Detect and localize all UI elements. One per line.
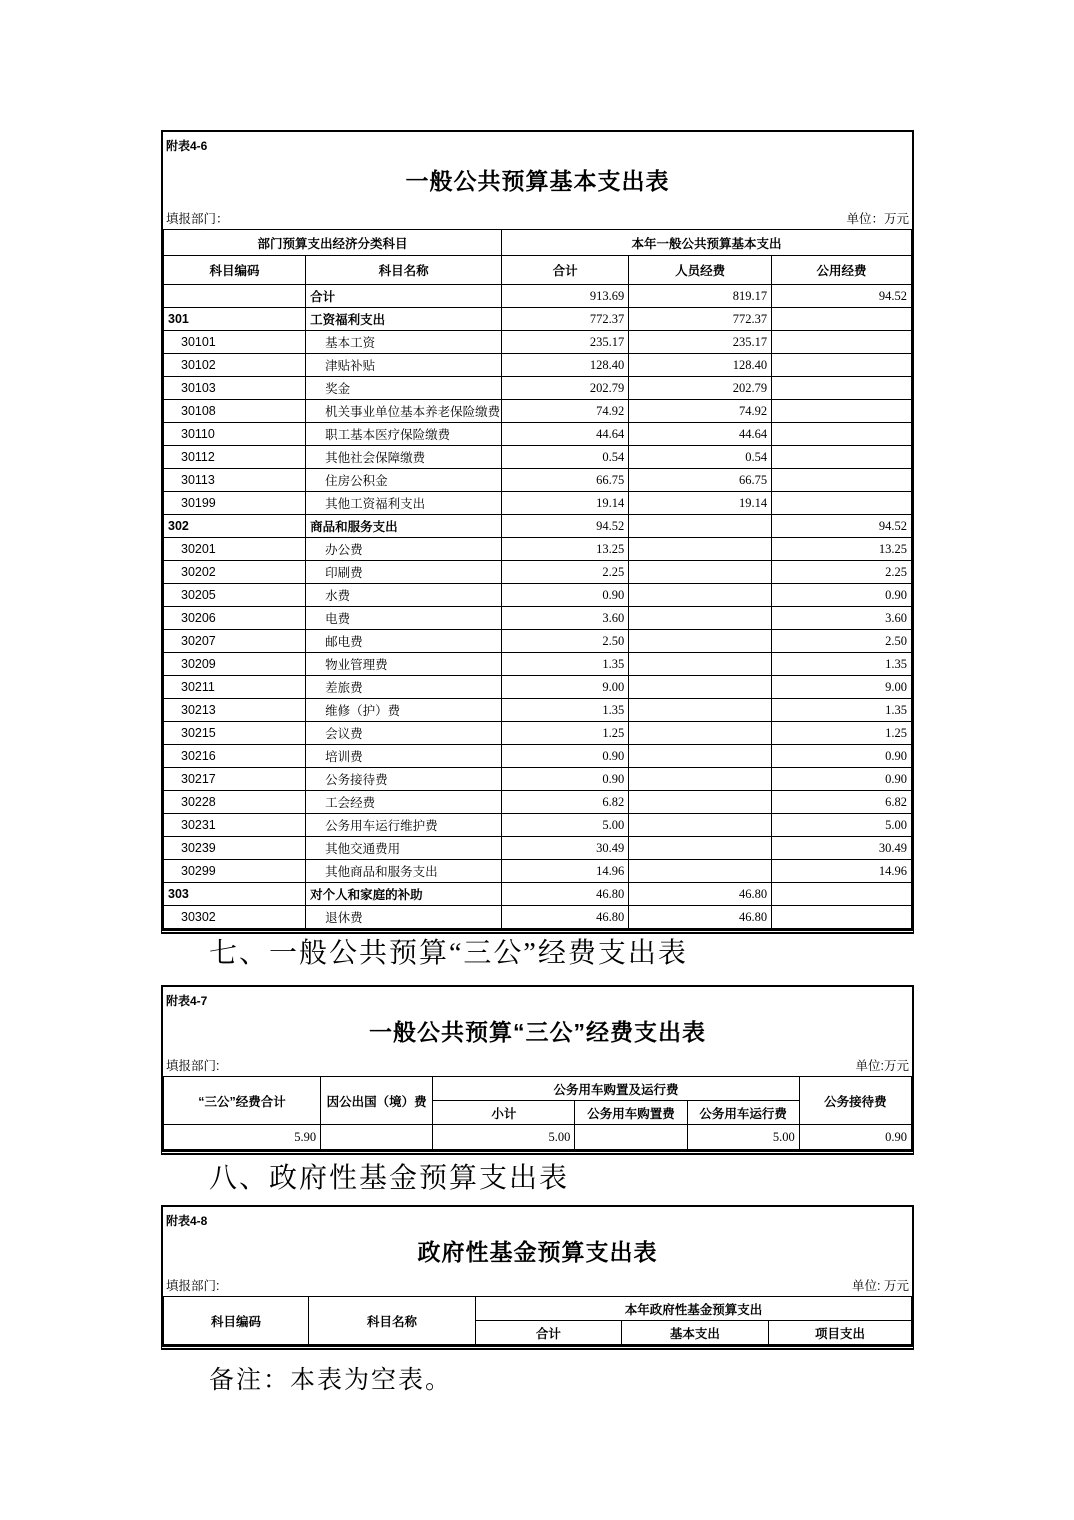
cell-public bbox=[772, 446, 912, 469]
table-row bbox=[164, 722, 912, 745]
cell-name: 培训费 bbox=[306, 745, 502, 768]
cell-personnel bbox=[629, 607, 772, 630]
cell-personnel bbox=[629, 814, 772, 837]
cell-public bbox=[772, 423, 912, 446]
section-heading-7: 七、一般公共预算“三公”经费支出表 bbox=[209, 938, 688, 969]
cell-name: 差旅费 bbox=[306, 676, 502, 699]
cell-total: 202.79 bbox=[502, 377, 629, 400]
three-public-expense-table bbox=[161, 985, 914, 1155]
table-row bbox=[164, 469, 912, 492]
cell-code: 30216 bbox=[164, 745, 306, 768]
cell-total: 2.25 bbox=[502, 561, 629, 584]
cell-name: 商品和服务支出 bbox=[306, 515, 502, 538]
table-row bbox=[164, 492, 912, 515]
header-expenditure-group: 本年一般公共预算基本支出 bbox=[502, 230, 912, 256]
header-group-row bbox=[164, 1297, 912, 1321]
cell-personnel: 128.40 bbox=[629, 354, 772, 377]
header-vehicle-operation: 公务用车运行费 bbox=[687, 1101, 799, 1125]
table-title: 政府性基金预算支出表 bbox=[417, 1239, 658, 1265]
table-row bbox=[164, 860, 912, 883]
cell-personnel bbox=[629, 768, 772, 791]
table-row bbox=[164, 814, 912, 837]
cell-public bbox=[772, 377, 912, 400]
cell-public: 3.60 bbox=[772, 607, 912, 630]
cell-code: 30215 bbox=[164, 722, 306, 745]
cell-vehicle-purchase bbox=[575, 1125, 687, 1150]
header-public: 公用经费 bbox=[772, 256, 912, 285]
cell-name: 办公费 bbox=[306, 538, 502, 561]
table-row bbox=[164, 400, 912, 423]
header-code: 科目编码 bbox=[164, 1297, 309, 1345]
cell-public: 13.25 bbox=[772, 538, 912, 561]
cell-personnel: 66.75 bbox=[629, 469, 772, 492]
cell-name: 其他商品和服务支出 bbox=[306, 860, 502, 883]
budget-grid bbox=[163, 229, 912, 929]
cell-personnel: 74.92 bbox=[629, 400, 772, 423]
cell-total: 46.80 bbox=[502, 906, 629, 929]
cell-total: 46.80 bbox=[502, 883, 629, 906]
table-row bbox=[164, 584, 912, 607]
cell-personnel: 19.14 bbox=[629, 492, 772, 515]
cell-personnel bbox=[629, 561, 772, 584]
cell-total: 772.37 bbox=[502, 308, 629, 331]
cell-name: 电费 bbox=[306, 607, 502, 630]
cell-total: 13.25 bbox=[502, 538, 629, 561]
cell-total: 3.60 bbox=[502, 607, 629, 630]
table-row bbox=[164, 308, 912, 331]
header-personnel: 人员经费 bbox=[629, 256, 772, 285]
cell-total: 1.25 bbox=[502, 722, 629, 745]
table-row bbox=[164, 630, 912, 653]
government-fund-table bbox=[161, 1205, 914, 1350]
cell-public: 6.82 bbox=[772, 791, 912, 814]
cell-public: 0.90 bbox=[772, 584, 912, 607]
cell-total: 5.00 bbox=[502, 814, 629, 837]
cell-three-public-total: 5.90 bbox=[164, 1125, 321, 1150]
unit-label: 单位: 万元 bbox=[852, 1279, 909, 1293]
cell-total: 1.35 bbox=[502, 699, 629, 722]
cell-code: 30108 bbox=[164, 400, 306, 423]
header-name: 科目名称 bbox=[309, 1297, 476, 1345]
cell-name: 物业管理费 bbox=[306, 653, 502, 676]
cell-code: 30202 bbox=[164, 561, 306, 584]
dept-label: 填报部门: bbox=[166, 1279, 220, 1293]
header-vehicle-purchase: 公务用车购置费 bbox=[575, 1101, 687, 1125]
table-row bbox=[164, 791, 912, 814]
cell-total: 74.92 bbox=[502, 400, 629, 423]
cell-name: 其他工资福利支出 bbox=[306, 492, 502, 515]
table-row bbox=[164, 285, 912, 308]
cell-personnel bbox=[629, 745, 772, 768]
cell-code: 30207 bbox=[164, 630, 306, 653]
cell-code: 30102 bbox=[164, 354, 306, 377]
table-row bbox=[164, 883, 912, 906]
unit-label: 单位:万元 bbox=[855, 1059, 909, 1073]
table-row bbox=[164, 331, 912, 354]
header-subtotal: 小计 bbox=[433, 1101, 575, 1125]
cell-name: 印刷费 bbox=[306, 561, 502, 584]
cell-personnel bbox=[629, 630, 772, 653]
cell-code: 30206 bbox=[164, 607, 306, 630]
cell-code: 30101 bbox=[164, 331, 306, 354]
cell-total: 6.82 bbox=[502, 791, 629, 814]
cell-public bbox=[772, 331, 912, 354]
cell-public bbox=[772, 308, 912, 331]
cell-public: 1.25 bbox=[772, 722, 912, 745]
cell-reception-fee: 0.90 bbox=[799, 1125, 911, 1150]
table-tag: 附表4-6 bbox=[166, 139, 208, 153]
cell-name: 维修（护）费 bbox=[306, 699, 502, 722]
cell-code: 30211 bbox=[164, 676, 306, 699]
table-row bbox=[164, 699, 912, 722]
table-row bbox=[164, 423, 912, 446]
cell-public: 30.49 bbox=[772, 837, 912, 860]
cell-name: 职工基本医疗保险缴费 bbox=[306, 423, 502, 446]
cell-total: 9.00 bbox=[502, 676, 629, 699]
cell-name: 机关事业单位基本养老保险缴费 bbox=[306, 400, 502, 423]
cell-public bbox=[772, 354, 912, 377]
cell-name: 公务接待费 bbox=[306, 768, 502, 791]
cell-code: 30113 bbox=[164, 469, 306, 492]
cell-personnel bbox=[629, 676, 772, 699]
remark-note: 备注：本表为空表。 bbox=[209, 1367, 453, 1394]
cell-code: 30209 bbox=[164, 653, 306, 676]
cell-personnel bbox=[629, 515, 772, 538]
cell-name: 对个人和家庭的补助 bbox=[306, 883, 502, 906]
cell-personnel bbox=[629, 837, 772, 860]
cell-vehicle-operation: 5.00 bbox=[687, 1125, 799, 1150]
cell-personnel bbox=[629, 860, 772, 883]
cell-personnel: 44.64 bbox=[629, 423, 772, 446]
cell-name: 工会经费 bbox=[306, 791, 502, 814]
cell-total: 0.90 bbox=[502, 745, 629, 768]
cell-code: 30205 bbox=[164, 584, 306, 607]
basic-expenditure-table bbox=[161, 130, 914, 934]
cell-name: 水费 bbox=[306, 584, 502, 607]
table-meta bbox=[163, 1276, 912, 1296]
cell-code: 301 bbox=[164, 308, 306, 331]
table-meta bbox=[163, 209, 912, 229]
cell-personnel bbox=[629, 791, 772, 814]
header-reception-fee: 公务接待费 bbox=[799, 1077, 911, 1125]
cell-code: 30103 bbox=[164, 377, 306, 400]
cell-personnel: 202.79 bbox=[629, 377, 772, 400]
cell-personnel: 819.17 bbox=[629, 285, 772, 308]
table-title: 一般公共预算基本支出表 bbox=[405, 168, 670, 194]
cell-public: 0.90 bbox=[772, 745, 912, 768]
table-row bbox=[164, 653, 912, 676]
cell-name: 合计 bbox=[306, 285, 502, 308]
header-group-row bbox=[164, 230, 912, 256]
cell-total: 94.52 bbox=[502, 515, 629, 538]
table-row bbox=[164, 354, 912, 377]
header-total: 合计 bbox=[475, 1321, 621, 1345]
cell-personnel: 46.80 bbox=[629, 883, 772, 906]
cell-total: 913.69 bbox=[502, 285, 629, 308]
header-name: 科目名称 bbox=[306, 256, 502, 285]
cell-personnel: 772.37 bbox=[629, 308, 772, 331]
dept-label: 填报部门: bbox=[166, 1059, 220, 1073]
header-fund-group: 本年政府性基金预算支出 bbox=[475, 1297, 911, 1321]
table-row bbox=[164, 377, 912, 400]
table-row bbox=[164, 538, 912, 561]
cell-personnel bbox=[629, 584, 772, 607]
table-row bbox=[164, 745, 912, 768]
cell-name: 会议费 bbox=[306, 722, 502, 745]
cell-code: 30239 bbox=[164, 837, 306, 860]
cell-name: 邮电费 bbox=[306, 630, 502, 653]
cell-total: 128.40 bbox=[502, 354, 629, 377]
table-row bbox=[164, 676, 912, 699]
table-tag: 附表4-7 bbox=[166, 994, 208, 1008]
cell-public bbox=[772, 883, 912, 906]
cell-name: 津贴补贴 bbox=[306, 354, 502, 377]
cell-personnel bbox=[629, 699, 772, 722]
cell-code: 302 bbox=[164, 515, 306, 538]
table-row bbox=[164, 607, 912, 630]
cell-total: 0.54 bbox=[502, 446, 629, 469]
cell-personnel bbox=[629, 722, 772, 745]
cell-code: 30110 bbox=[164, 423, 306, 446]
table-row bbox=[164, 768, 912, 791]
cell-code: 30231 bbox=[164, 814, 306, 837]
cell-total: 19.14 bbox=[502, 492, 629, 515]
cell-public bbox=[772, 400, 912, 423]
cell-subtotal: 5.00 bbox=[433, 1125, 575, 1150]
cell-total: 1.35 bbox=[502, 653, 629, 676]
table-meta bbox=[163, 1056, 912, 1076]
cell-total: 30.49 bbox=[502, 837, 629, 860]
government-fund-grid bbox=[163, 1296, 912, 1345]
cell-code: 30213 bbox=[164, 699, 306, 722]
header-code: 科目编码 bbox=[164, 256, 306, 285]
table-row bbox=[164, 906, 912, 929]
unit-label: 单位：万元 bbox=[846, 212, 909, 226]
cell-public bbox=[772, 906, 912, 929]
table-row bbox=[164, 515, 912, 538]
cell-code: 30228 bbox=[164, 791, 306, 814]
table-row bbox=[164, 837, 912, 860]
cell-name: 工资福利支出 bbox=[306, 308, 502, 331]
cell-code bbox=[164, 285, 306, 308]
cell-total: 2.50 bbox=[502, 630, 629, 653]
cell-personnel bbox=[629, 538, 772, 561]
cell-name: 住房公积金 bbox=[306, 469, 502, 492]
cell-total: 44.64 bbox=[502, 423, 629, 446]
header-column-row bbox=[164, 256, 912, 285]
cell-public bbox=[772, 469, 912, 492]
cell-code: 303 bbox=[164, 883, 306, 906]
cell-name: 奖金 bbox=[306, 377, 502, 400]
header-group-row bbox=[164, 1077, 912, 1101]
cell-code: 30217 bbox=[164, 768, 306, 791]
table-tag: 附表4-8 bbox=[166, 1214, 208, 1228]
cell-public: 5.00 bbox=[772, 814, 912, 837]
table-row bbox=[164, 1125, 912, 1150]
cell-public: 1.35 bbox=[772, 653, 912, 676]
cell-total: 66.75 bbox=[502, 469, 629, 492]
cell-name: 基本工资 bbox=[306, 331, 502, 354]
cell-code: 30201 bbox=[164, 538, 306, 561]
header-total: 合计 bbox=[502, 256, 629, 285]
cell-personnel: 235.17 bbox=[629, 331, 772, 354]
header-three-public-total: “三公”经费合计 bbox=[164, 1077, 321, 1125]
cell-public: 1.35 bbox=[772, 699, 912, 722]
cell-public: 2.25 bbox=[772, 561, 912, 584]
dept-label: 填报部门： bbox=[166, 212, 229, 226]
cell-personnel: 0.54 bbox=[629, 446, 772, 469]
cell-total: 235.17 bbox=[502, 331, 629, 354]
cell-total: 14.96 bbox=[502, 860, 629, 883]
header-vehicle-group: 公务用车购置及运行费 bbox=[433, 1077, 799, 1101]
cell-public: 94.52 bbox=[772, 515, 912, 538]
cell-code: 30302 bbox=[164, 906, 306, 929]
cell-code: 30199 bbox=[164, 492, 306, 515]
three-public-grid bbox=[163, 1076, 912, 1150]
cell-public: 9.00 bbox=[772, 676, 912, 699]
cell-public bbox=[772, 492, 912, 515]
header-project: 项目支出 bbox=[769, 1321, 912, 1345]
header-abroad-fee: 因公出国（境）费 bbox=[321, 1077, 433, 1125]
cell-name: 退休费 bbox=[306, 906, 502, 929]
cell-name: 其他交通费用 bbox=[306, 837, 502, 860]
cell-public: 14.96 bbox=[772, 860, 912, 883]
cell-public: 94.52 bbox=[772, 285, 912, 308]
cell-public: 0.90 bbox=[772, 768, 912, 791]
cell-total: 0.90 bbox=[502, 584, 629, 607]
table-row bbox=[164, 561, 912, 584]
cell-code: 30299 bbox=[164, 860, 306, 883]
section-heading-8: 八、政府性基金预算支出表 bbox=[209, 1163, 570, 1194]
cell-abroad-fee bbox=[321, 1125, 433, 1150]
cell-name: 公务用车运行维护费 bbox=[306, 814, 502, 837]
cell-code: 30112 bbox=[164, 446, 306, 469]
header-subject-group: 部门预算支出经济分类科目 bbox=[164, 230, 502, 256]
table-title: 一般公共预算“三公”经费支出表 bbox=[369, 1019, 706, 1045]
cell-public: 2.50 bbox=[772, 630, 912, 653]
table-row bbox=[164, 446, 912, 469]
header-basic: 基本支出 bbox=[621, 1321, 768, 1345]
cell-name: 其他社会保障缴费 bbox=[306, 446, 502, 469]
cell-total: 0.90 bbox=[502, 768, 629, 791]
cell-personnel bbox=[629, 653, 772, 676]
cell-personnel: 46.80 bbox=[629, 906, 772, 929]
